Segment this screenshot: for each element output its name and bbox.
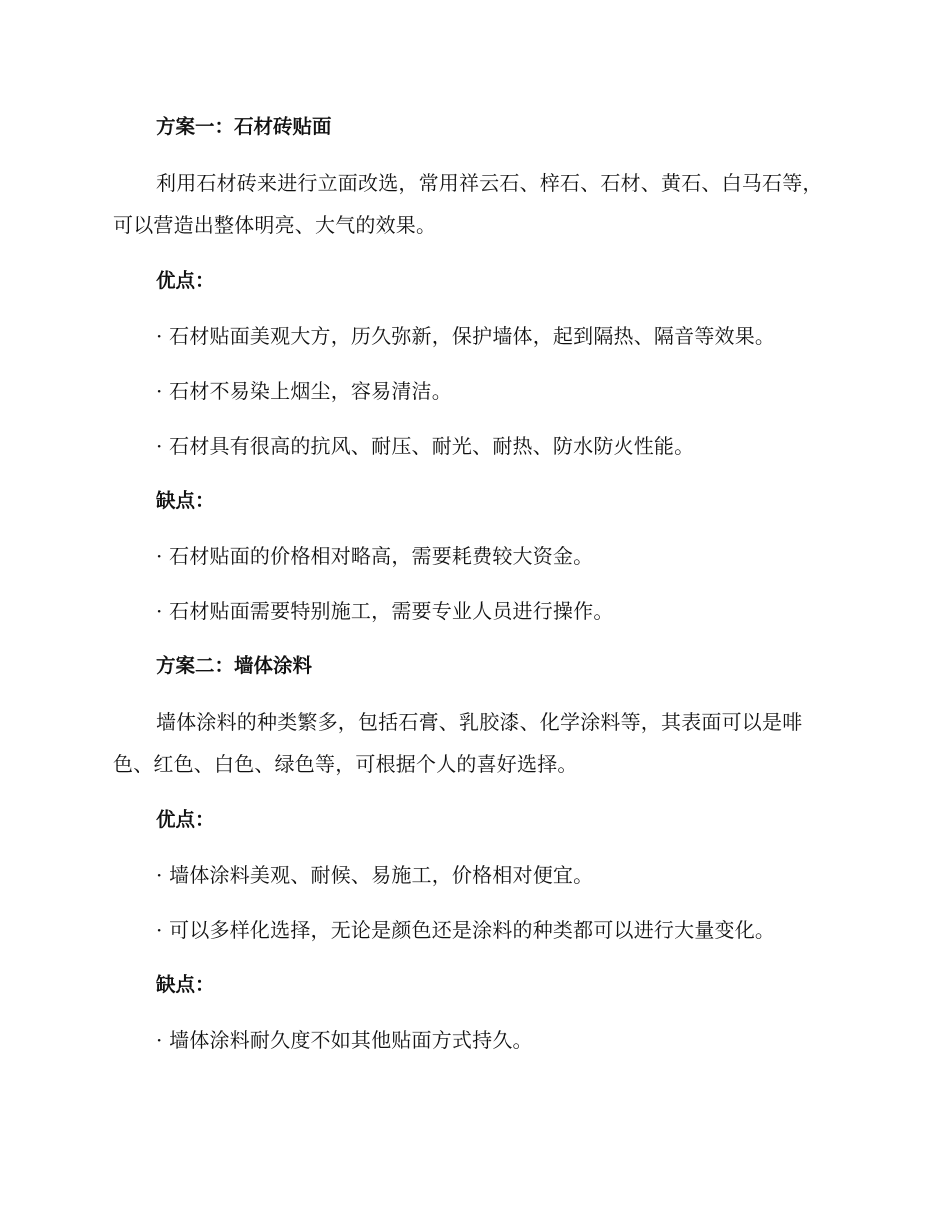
pros-item: · 可以多样化选择，无论是颜色还是涂料的种类都可以进行大量变化。 [156, 918, 776, 942]
pros-item: · 墙体涂料美观、耐候、易施工，价格相对便宜。 [156, 863, 594, 887]
pros-item: · 石材贴面美观大方，历久弥新，保护墙体，起到隔热、隔音等效果。 [156, 324, 776, 348]
cons-item: · 墙体涂料耐久度不如其他贴面方式持久。 [156, 1028, 533, 1052]
pros-item: · 石材具有很高的抗风、耐压、耐光、耐热、防水防火性能。 [156, 434, 695, 458]
cons-label: 缺点： [156, 973, 215, 996]
cons-item: · 石材贴面的价格相对略高，需要耗费较大资金。 [156, 544, 594, 568]
pros-label: 优点： [156, 269, 215, 292]
section-description: 利用石材砖来进行立面改选，常用祥云石、梓石、石材、黄石、白马石等，可以营造出整体明亮、大气的效果。 [113, 171, 823, 237]
pros-item: · 石材不易染上烟尘，容易清洁。 [156, 379, 452, 403]
pros-label: 优点： [156, 808, 215, 831]
section-description: 墙体涂料的种类繁多，包括石膏、乳胶漆、化学涂料等，其表面可以是啡色、红色、白色、绿色等，可根据个人的喜好选择。 [113, 710, 803, 776]
document-body [113, 107, 833, 1060]
cons-label: 缺点： [156, 489, 215, 512]
section-title: 方案二：墙体涂料 [156, 654, 313, 677]
cons-item: · 石材贴面需要特别施工，需要专业人员进行操作。 [156, 599, 614, 623]
section-title: 方案一：石材砖贴面 [156, 115, 332, 138]
